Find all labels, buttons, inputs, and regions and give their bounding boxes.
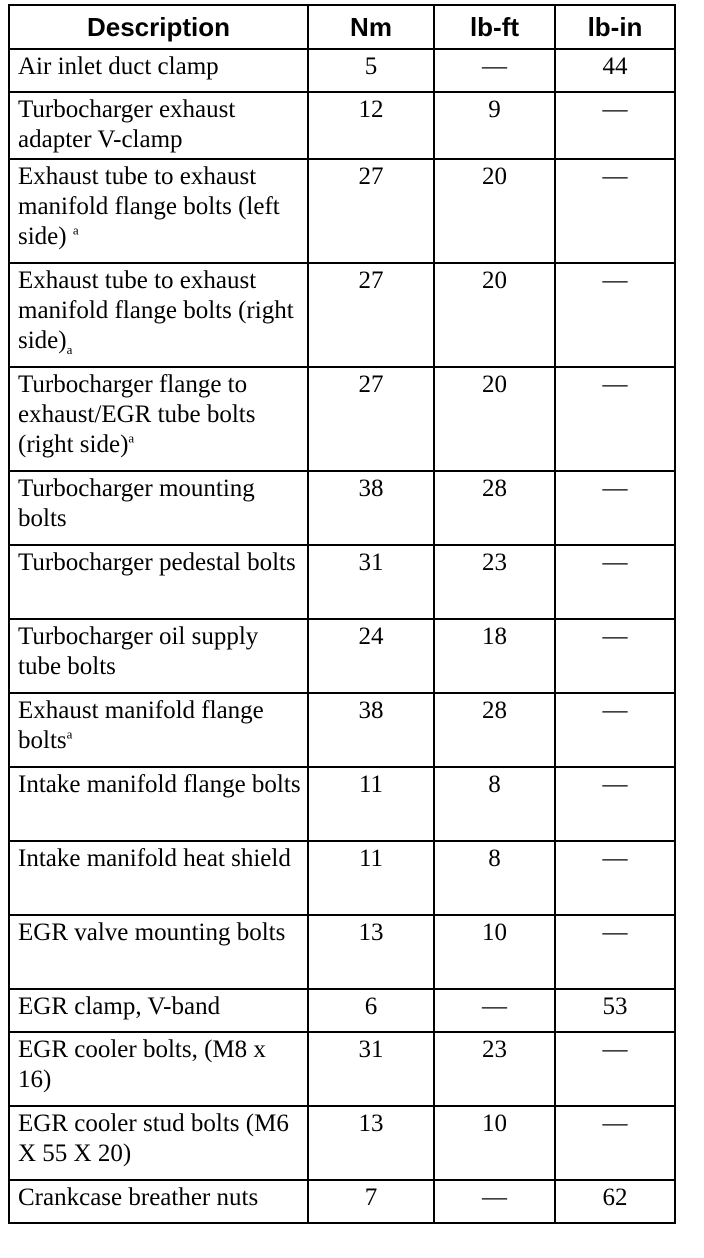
row-description: Exhaust tube to exhaust manifold flange bolts (left side) [18, 163, 280, 250]
row-lb-in-value: — [555, 367, 675, 471]
row-description-cell [9, 1032, 308, 1106]
row-lb-ft-value: 10 [434, 1106, 555, 1180]
table-row [9, 989, 675, 1032]
row-lb-ft-value: 8 [434, 767, 555, 841]
row-description: Turbocharger pedestal bolts [18, 549, 296, 576]
table-row [9, 915, 675, 989]
row-description-cell [9, 159, 308, 263]
row-description-cell [9, 619, 308, 693]
row-description: EGR valve mounting bolts [18, 919, 286, 946]
row-nm-value: 6 [308, 989, 434, 1032]
row-lb-in-value: 62 [555, 1180, 675, 1223]
row-description: Exhaust tube to exhaust manifold flange bolts (right side) [18, 267, 294, 354]
table-row [9, 49, 675, 92]
row-description: Turbocharger exhaust adapter V-clamp [18, 96, 236, 153]
row-description: Crankcase breather nuts [18, 1184, 259, 1211]
table-row [9, 92, 675, 159]
row-description: Exhaust manifold flange bolts [18, 697, 264, 754]
row-nm-value: 24 [308, 619, 434, 693]
row-description: Turbocharger oil supply tube bolts [18, 623, 259, 680]
row-nm-value: 13 [308, 915, 434, 989]
table-row [9, 471, 675, 545]
row-lb-ft-value: 20 [434, 367, 555, 471]
row-lb-ft-value: — [434, 1180, 555, 1223]
row-description: EGR cooler bolts, (M8 x 16) [18, 1036, 266, 1093]
table-row [9, 841, 675, 915]
row-lb-in-value: — [555, 92, 675, 159]
row-lb-in-value: — [555, 619, 675, 693]
row-description: Turbocharger flange to exhaust/EGR tube bolts (right side) [18, 371, 256, 458]
row-lb-ft-value: 23 [434, 545, 555, 619]
row-footnote-marker: a [66, 342, 73, 357]
row-lb-in-value: — [555, 915, 675, 989]
row-lb-in-value: — [555, 841, 675, 915]
row-lb-ft-value: 9 [434, 92, 555, 159]
row-description: EGR clamp, V-band [18, 993, 221, 1020]
row-lb-in-value: — [555, 693, 675, 767]
table-header-row [9, 5, 675, 49]
row-description-cell [9, 471, 308, 545]
row-lb-in-value: — [555, 263, 675, 367]
row-description-cell [9, 915, 308, 989]
row-nm-value: 11 [308, 767, 434, 841]
row-lb-ft-value: 28 [434, 693, 555, 767]
table-row [9, 1106, 675, 1180]
torque-spec-table [8, 4, 676, 1224]
row-footnote-marker: a [128, 430, 135, 446]
header-lb-in: lb-in [555, 5, 675, 49]
row-nm-value: 31 [308, 1032, 434, 1106]
row-description: Intake manifold flange bolts [18, 771, 301, 798]
row-nm-value: 38 [308, 471, 434, 545]
row-lb-in-value: 53 [555, 989, 675, 1032]
row-description-cell [9, 263, 308, 367]
row-nm-value: 12 [308, 92, 434, 159]
row-lb-ft-value: 20 [434, 263, 555, 367]
header-nm: Nm [308, 5, 434, 49]
row-lb-ft-value: 20 [434, 159, 555, 263]
table-row [9, 1032, 675, 1106]
row-description-cell [9, 367, 308, 471]
row-nm-value: 27 [308, 263, 434, 367]
row-lb-in-value: — [555, 767, 675, 841]
row-lb-in-value: — [555, 1032, 675, 1106]
row-nm-value: 31 [308, 545, 434, 619]
row-description-cell [9, 841, 308, 915]
row-lb-in-value: — [555, 545, 675, 619]
row-description: Turbocharger mounting bolts [18, 475, 255, 532]
row-lb-in-value: 44 [555, 49, 675, 92]
row-nm-value: 5 [308, 49, 434, 92]
table-row [9, 263, 675, 367]
row-lb-ft-value: 23 [434, 1032, 555, 1106]
row-lb-ft-value: — [434, 49, 555, 92]
row-footnote-marker: a [66, 726, 73, 742]
table-row [9, 159, 675, 263]
row-footnote-marker: a [72, 222, 79, 238]
row-description: EGR cooler stud bolts (M6 X 55 X 20) [18, 1110, 289, 1167]
table-row [9, 1180, 675, 1223]
row-lb-ft-value: — [434, 989, 555, 1032]
row-lb-ft-value: 8 [434, 841, 555, 915]
row-nm-value: 7 [308, 1180, 434, 1223]
table-body [9, 49, 675, 1223]
header-description: Description [9, 5, 308, 49]
table-row [9, 545, 675, 619]
row-description-cell [9, 49, 308, 92]
row-lb-in-value: — [555, 1106, 675, 1180]
row-description-cell [9, 92, 308, 159]
row-description-cell [9, 989, 308, 1032]
row-lb-ft-value: 28 [434, 471, 555, 545]
row-description-cell [9, 545, 308, 619]
row-nm-value: 27 [308, 159, 434, 263]
row-description-cell [9, 1180, 308, 1223]
table-row [9, 367, 675, 471]
torque-spec-table-container [8, 4, 674, 1224]
row-lb-ft-value: 18 [434, 619, 555, 693]
row-nm-value: 11 [308, 841, 434, 915]
row-description-cell [9, 767, 308, 841]
table-row [9, 693, 675, 767]
row-description-cell [9, 693, 308, 767]
row-lb-in-value: — [555, 471, 675, 545]
row-lb-ft-value: 10 [434, 915, 555, 989]
row-nm-value: 38 [308, 693, 434, 767]
row-description: Intake manifold heat shield [18, 845, 291, 872]
table-row [9, 619, 675, 693]
row-description: Air inlet duct clamp [18, 53, 219, 80]
row-description-cell [9, 1106, 308, 1180]
row-nm-value: 27 [308, 367, 434, 471]
row-lb-in-value: — [555, 159, 675, 263]
table-row [9, 767, 675, 841]
row-nm-value: 13 [308, 1106, 434, 1180]
header-lb-ft: lb-ft [434, 5, 555, 49]
